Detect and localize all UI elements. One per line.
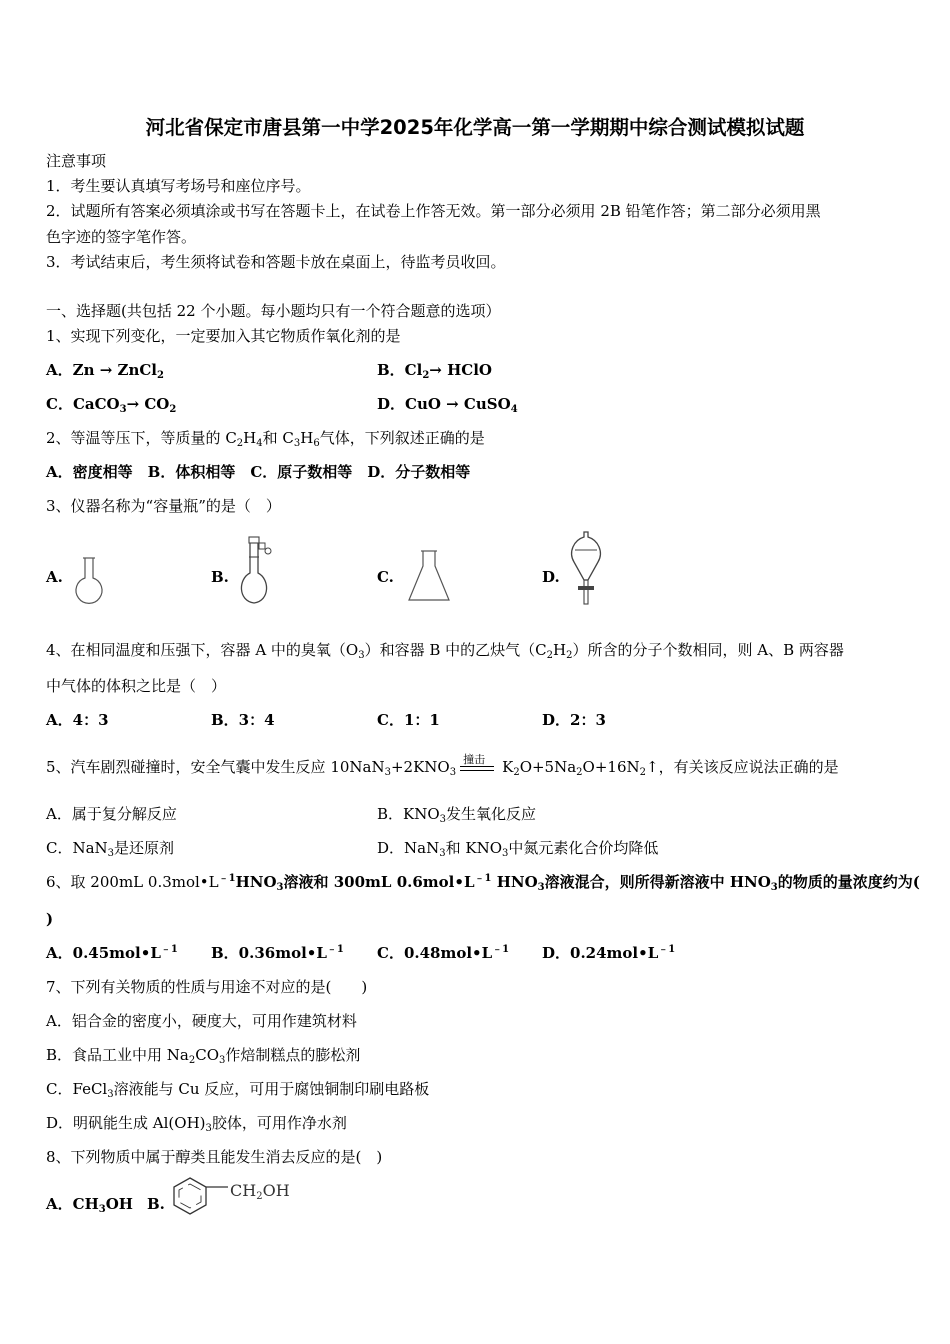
q7-option-c[interactable]: C．FeCl$_3$溶液能与 Cu 反应，可用于腐蚀铜制印刷电路板 <box>46 1080 430 1100</box>
question-6-stem: 6、取 200mL $0.3mol•L^{﹣1}HNO_3$溶液和 300mL $0.6mol•L^{﹣1}$ $HNO_3$溶液混合，则所得新溶液中 $HNO_3$的物质的量浓度约为( <box>46 873 920 893</box>
q5-option-b[interactable]: B．$KNO_3$发生氧化反应 <box>377 805 537 825</box>
q1-option-a[interactable]: A．Zn → ZnCl$_2$ <box>46 361 164 381</box>
question-2-stem: 2、等温等压下，等质量的 $C_2H_4$和 $C_3H_6$气体，下列叙述正确的是 <box>46 429 485 449</box>
q5-option-a[interactable]: A．属于复分解反应 <box>46 805 177 823</box>
q3-option-d[interactable]: D. <box>542 568 560 586</box>
q7-option-d[interactable]: D．明矾能生成 $Al(OH)_3$胶体，可用作净水剂 <box>46 1114 347 1134</box>
q1-option-d[interactable]: D．CuO → CuSO$_4$ <box>377 395 518 415</box>
separatory-funnel-icon <box>566 528 606 608</box>
q3-option-b[interactable]: B. <box>211 568 229 586</box>
notice-item: 2．试题所有答案必须填涂或书写在答题卡上，在试卷上作答无效。第一部分必须用 2B 铅笔作答；第二部分必须用黑 <box>46 202 821 220</box>
q6-option-b[interactable]: B．$0.36mol•L^{﹣1}$ <box>211 944 344 962</box>
round-flask-icon <box>72 556 106 608</box>
notice-heading: 注意事项 <box>46 152 107 170</box>
q4-option-c[interactable]: C．1：1 <box>377 711 440 729</box>
notice-item: 1．考生要认真填写考场号和座位序号。 <box>46 177 311 195</box>
q7-option-a[interactable]: A．铝合金的密度小，硬度大，可用作建筑材料 <box>46 1012 357 1030</box>
q3-option-a[interactable]: A. <box>46 568 63 586</box>
q4-option-a[interactable]: A．4：3 <box>46 711 109 729</box>
q2-options[interactable]: A．密度相等 B．体积相等 C．原子数相等 D．分子数相等 <box>46 463 471 481</box>
question-6-stem-cont: ) <box>46 910 54 928</box>
ch2oh-group-label: $CH_2OH$ <box>230 1181 290 1202</box>
q3-option-c[interactable]: C. <box>377 568 394 586</box>
q7-option-b[interactable]: B．食品工业中用 $Na_2CO_3$作焙制糕点的膨松剂 <box>46 1046 361 1066</box>
q5-option-c[interactable]: C．NaN$_3$是还原剂 <box>46 839 175 859</box>
page-title: 河北省保定市唐县第一中学2025年化学高一第一学期期中综合测试模拟试题 <box>145 116 805 139</box>
question-5-stem: 5、汽车剧烈碰撞时，安全气囊中发生反应 $10NaN_3+2KNO_3$ 撞击 $K_2O+5Na_2O+16N_2↑$，有关该反应说法正确的是 <box>46 753 839 778</box>
notice-item: 3．考试结束后，考生须将试卷和答题卡放在桌面上，待监考员收回。 <box>46 253 506 271</box>
q1-option-b[interactable]: B．$Cl_2\to$ HClO <box>377 361 492 381</box>
question-7-stem: 7、下列有关物质的性质与用途不对应的是( ) <box>46 978 368 996</box>
question-4-stem: 4、在相同温度和压强下，容器 A 中的臭氧$(O_3)$和容器 B 中的乙炔气$(C_2H_2)$所含的分子个数相同，则 A、B 两容器 <box>46 641 844 661</box>
question-3-stem: 3、仪器名称为“容量瓶”的是（ ） <box>46 497 281 515</box>
q6-option-d[interactable]: D．$0.24mol•L^{﹣1}$ <box>542 944 676 962</box>
q8-option-b[interactable]: B. <box>147 1195 165 1213</box>
q6-option-c[interactable]: C．$0.48mol•L^{﹣1}$ <box>377 944 510 962</box>
reaction-arrow: 撞击 <box>460 757 498 779</box>
question-1-stem: 1、实现下列变化，一定要加入其它物质作氧化剂的是 <box>46 327 401 345</box>
question-8-stem: 8、下列物质中属于醇类且能发生消去反应的是( ) <box>46 1148 383 1166</box>
benzene-ring-icon <box>172 1176 232 1224</box>
question-4-stem-cont: 中气体的体积之比是（ ） <box>46 677 227 695</box>
q4-option-b[interactable]: B．3：4 <box>211 711 275 729</box>
q6-option-a[interactable]: A．$0.45mol•L^{﹣1}$ <box>46 944 178 962</box>
section-heading: 一、选择题(共包括 22 个小题。每小题均只有一个符合题意的选项） <box>46 302 501 320</box>
q8-option-a[interactable]: A．$CH_3OH$ <box>46 1195 133 1215</box>
q1-option-c[interactable]: C．CaCO$_3$→ $CO_2$ <box>46 395 177 415</box>
conical-flask-icon <box>406 548 452 604</box>
notice-item: 色字迹的签字笔作答。 <box>46 228 197 246</box>
volumetric-flask-icon <box>234 535 274 607</box>
q4-option-d[interactable]: D．2：3 <box>542 711 606 729</box>
q5-option-d[interactable]: D．NaN$_3$和 $KNO_3$中氮元素化合价均降低 <box>377 839 659 859</box>
